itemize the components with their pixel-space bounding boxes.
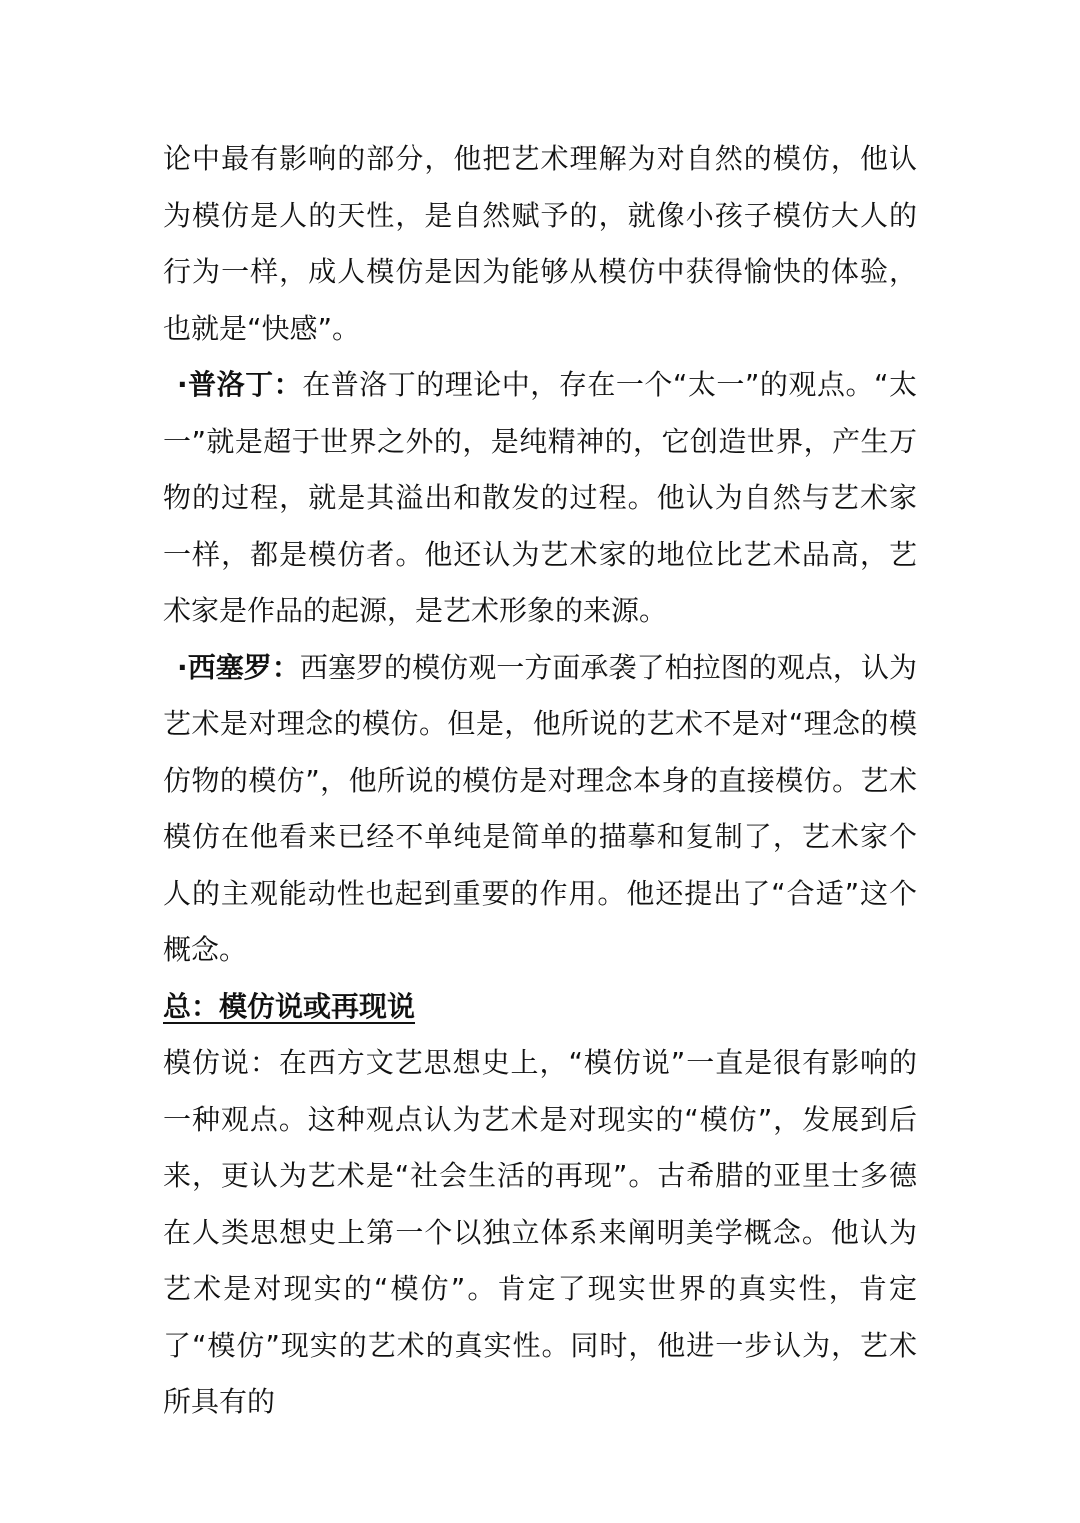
paragraph-cicero — [163, 640, 917, 979]
paragraph-plotinus — [163, 357, 917, 640]
paragraph-aristotle-continued: 论中最有影响的部分，他把艺术理解为对自然的模仿，他认为模仿是人的天性，是自然赋予的，就像小孩子模仿大人的行为一样，成人模仿是因为能够从模仿中获得愉快的体验，也就是“快感”。 — [163, 142, 917, 345]
cicero-label: ·西塞罗： — [177, 650, 300, 684]
cicero-text: 西塞罗的模仿观一方面承袭了柏拉图的观点，认为艺术是对理念的模仿。但是，他所说的艺术不是对“理念的模仿物的模仿”，他所说的模仿是对理念本身的直接模仿。艺术模仿在他看来已经不单纯是简单的描摹和复制了，艺术家个人的主观能动性也起到重要的作用。他还提出了“合适”这个概念。 — [163, 650, 917, 966]
plotinus-text: 在普洛丁的理论中，存在一个“太一”的观点。“太一”就是超于世界之外的，是纯精神的，它创造世界，产生万物的过程，就是其溢出和散发的过程。他认为自然与艺术家一样，都是模仿者。他还认为艺术家的地位比艺术品高，艺术家是作品的起源，是艺术形象的来源。 — [163, 368, 917, 627]
paragraph-mimesis-theory: 模仿说：在西方文艺思想史上，“模仿说”一直是很有影响的一种观点。这种观点认为艺术是对现实的“模仿”，发展到后来，更认为艺术是“社会生活的再现”。古希腊的亚里士多德在人类思想史上第一个以独立体系来阐明美学概念。他认为艺术是对现实的“模仿”。肯定了现实世界的真实性，肯定了“模仿”现实的艺术的真实性。同时，他进一步认为，艺术所具有的 — [163, 1046, 917, 1418]
summary-heading: 总：模仿说或再现说 — [163, 989, 416, 1023]
document-page — [163, 131, 917, 1431]
plotinus-label: ·普洛丁： — [177, 368, 303, 401]
